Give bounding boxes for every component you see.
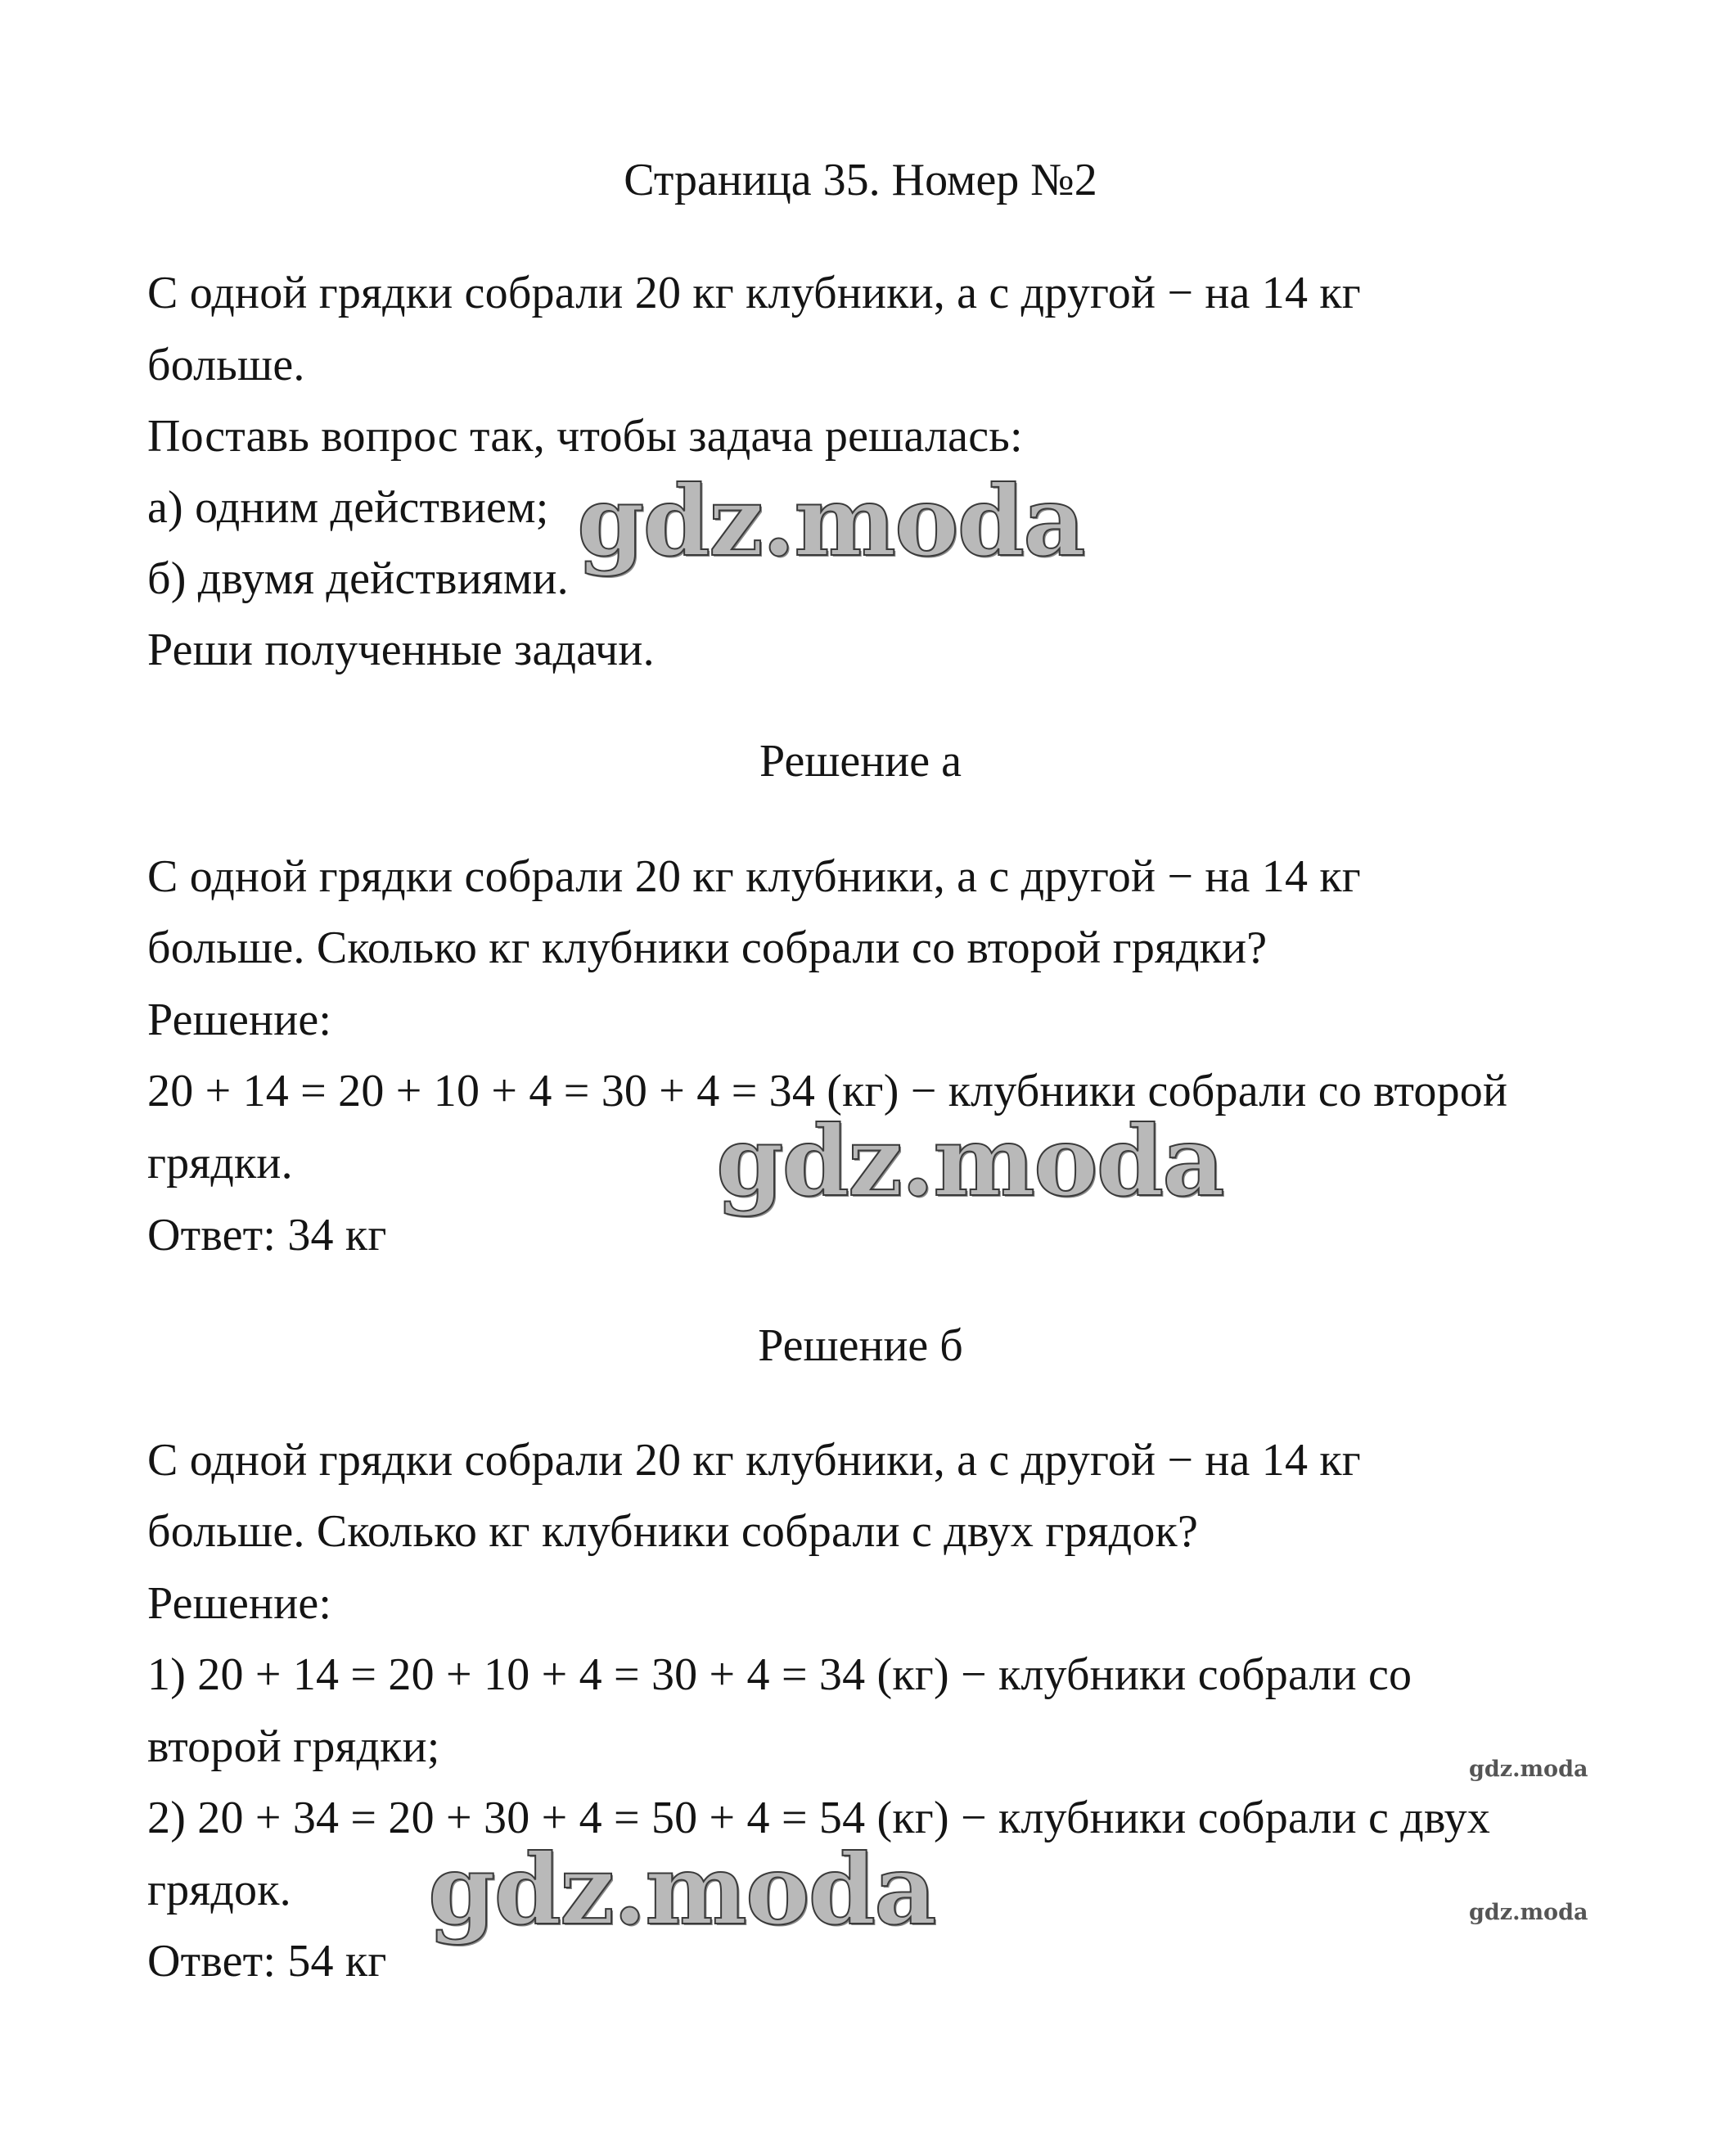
solution-a-title: Решение а (759, 736, 962, 787)
solution-b-line-5: второй грядки; (147, 1721, 440, 1772)
solution-b-line-3: Решение: (147, 1578, 332, 1629)
solution-b-line-1: С одной грядки собрали 20 кг клубники, а с другой − на 14 кг (147, 1435, 1361, 1486)
task-line-3: Поставь вопрос так, чтобы задача решалась: (147, 411, 1023, 462)
watermark-small-1: gdz.moda (1469, 1757, 1588, 1782)
solution-b-line-4: 1) 20 + 14 = 20 + 10 + 4 = 30 + 4 = 34 (кг) − клубники собрали со (147, 1649, 1412, 1700)
solution-a-line-3: Решение: (147, 995, 332, 1045)
solution-b-answer: Ответ: 54 кг (147, 1936, 387, 1987)
task-line-5: б) двумя действиями. (147, 553, 569, 604)
page-title: Страница 35. Номер №2 (624, 155, 1097, 205)
watermark-2: gdz.moda (716, 1104, 1223, 1218)
task-line-6: Реши полученные задачи. (147, 625, 655, 675)
solution-b-line-7: грядок. (147, 1865, 291, 1915)
task-line-2: больше. (147, 340, 305, 390)
watermark-3: gdz.moda (428, 1833, 935, 1946)
task-line-4: а) одним действием; (147, 482, 549, 533)
solution-b-title: Решение б (758, 1320, 963, 1371)
solution-a-answer: Ответ: 34 кг (147, 1210, 387, 1261)
solution-a-line-5: грядки. (147, 1138, 293, 1189)
solution-b-line-6: 2) 20 + 34 = 20 + 30 + 4 = 50 + 4 = 54 (кг) − клубники собрали с двух (147, 1793, 1491, 1843)
solution-b-line-2: больше. Сколько кг клубники собрали с двух грядок? (147, 1506, 1198, 1557)
solution-a-line-1: С одной грядки собрали 20 кг клубники, а с другой − на 14 кг (147, 851, 1361, 902)
solution-a-line-4: 20 + 14 = 20 + 10 + 4 = 30 + 4 = 34 (кг) − клубники собрали со второй (147, 1066, 1508, 1116)
solution-a-line-2: больше. Сколько кг клубники собрали со второй грядки? (147, 922, 1268, 973)
watermark-1: gdz.moda (577, 464, 1084, 578)
task-line-1: С одной грядки собрали 20 кг клубники, а с другой − на 14 кг (147, 268, 1361, 318)
watermark-small-2: gdz.moda (1469, 1900, 1588, 1925)
